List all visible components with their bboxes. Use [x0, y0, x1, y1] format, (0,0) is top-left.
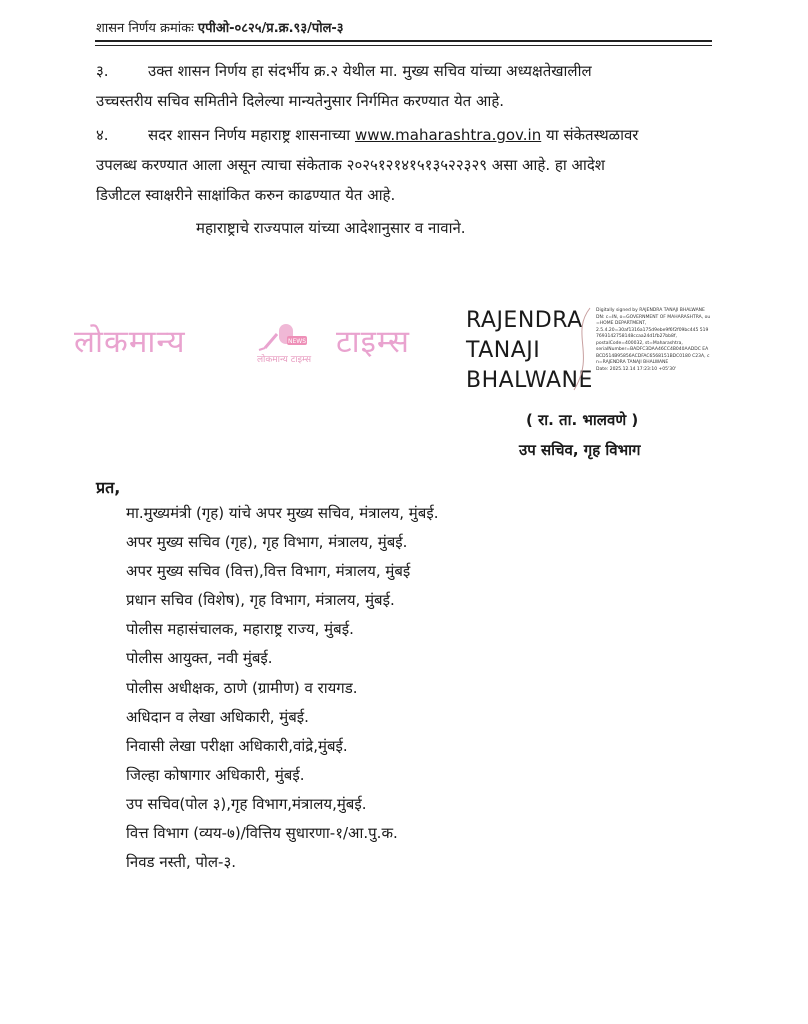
signature-stroke-icon — [560, 304, 600, 394]
microphone-icon — [257, 320, 311, 354]
header-rule-thin — [95, 45, 712, 46]
header-rule-thick — [95, 40, 712, 42]
list-item: अपर मुख्य सचिव (गृह), गृह विभाग, मंत्रालय, मुंबई. — [126, 533, 408, 552]
signatory-designation: उप सचिव, गृह विभाग — [519, 441, 641, 459]
digital-signature-line: 2.5.4.20=30af1316a175d9ebe9f6f2f09bc445 5197693142758148ccaa24d1fb27bb8f, — [596, 327, 709, 339]
digital-signature-details — [596, 308, 711, 373]
paragraph-line: उक्त शासन निर्णय हा संदर्भीय क्र.२ येथील मा. मुख्य सचिव यांच्या अध्यक्षतेखालील — [148, 62, 592, 80]
svg-text:NEWS: NEWS — [287, 338, 307, 345]
signatory-name-line: RAJENDRA — [466, 308, 583, 333]
digital-signature-line: Digitally signed by RAJENDRA TANAJI BHALWANE — [596, 308, 705, 313]
copy-to-list — [126, 499, 438, 877]
paragraph-text: या संकेतस्थळावर — [546, 126, 639, 144]
list-item: उप सचिव(पोल ३),गृह विभाग,मंत्रालय,मुंबई. — [126, 794, 367, 813]
list-item: प्रधान सचिव (विशेष), गृह विभाग, मंत्रालय, मुंबई. — [126, 591, 395, 610]
digital-signature-line: postalCode=400032, st=Maharashtra, — [596, 340, 683, 346]
watermark-text-right: टाइम्स — [336, 324, 410, 360]
governor-order-line: महाराष्ट्राचे राज्यपाल यांच्या आदेशानुसार व नावाने. — [196, 219, 466, 237]
watermark-text-left: लोकमान्य — [74, 324, 186, 360]
watermark-logo — [239, 320, 329, 370]
signatory-name-line: BHALWANE — [466, 368, 593, 393]
paragraph-line: उच्चस्तरीय सचिव समितीने दिलेल्या मान्यतेनुसार निर्गमित करण्यात येत आहे. — [96, 92, 505, 110]
digital-signature-line: serialNumber=BADFC3DAA46CC4B040AADDC EABCD514B95856ACDFAC6568151BDC0180 C23A, cn=RAJENDRA TANAJI BHALWANE — [596, 347, 710, 365]
paragraph-line: उपलब्ध करण्यात आला असून त्याचा संकेताक २०२५१२१४१५१३५२२३२९ असा आहे. हा आदेश — [96, 156, 606, 174]
list-item: वित्त विभाग (व्यय-७)/वित्तिय सुधारणा-१/आ.पु.क. — [126, 824, 398, 843]
list-item: अपर मुख्य सचिव (वित्त),वित्त विभाग, मंत्रालय, मुंबई — [126, 562, 411, 581]
watermark — [74, 320, 444, 370]
list-item: पोलीस आयुक्त, नवी मुंबई. — [126, 649, 273, 668]
header-prefix: शासन निर्णय क्रमांकः — [96, 21, 194, 36]
list-item: पोलीस अधीक्षक, ठाणे (ग्रामीण) व रायगड. — [126, 678, 358, 697]
digital-signature-line: Date: 2025.12.14 17:23:10 +05'30' — [596, 366, 677, 372]
list-item: पोलीस महासंचालक, महाराष्ट्र राज्य, मुंबई. — [126, 620, 354, 639]
copy-to-heading: प्रत, — [96, 478, 121, 497]
paragraph-4 — [96, 120, 716, 210]
paragraph-number: ४. — [96, 126, 109, 144]
list-item: अधिदान व लेखा अधिकारी, मुंबई. — [126, 707, 309, 726]
signatory-initials: ( रा. ता. भालवणे ) — [526, 411, 639, 429]
list-item: मा.मुख्यमंत्री (गृह) यांचे अपर मुख्य सचिव, मंत्रालय, मुंबई. — [126, 504, 439, 522]
list-item: निवड नस्ती, पोल-३. — [126, 853, 237, 872]
gr-number: एपीओ-०८२५/प्र.क्र.९३/पोल-३ — [197, 21, 344, 36]
list-item: जिल्हा कोषागार अधिकारी, मुंबई. — [126, 765, 305, 784]
paragraph-number: ३. — [96, 62, 109, 80]
digital-signature-line: DN: c=IN, o=GOVERNMENT OF MAHARASHTRA, ou=HOME DEPARTMENT, — [596, 314, 711, 326]
page-header — [96, 18, 344, 36]
paragraph-3 — [96, 56, 716, 116]
list-item: निवासी लेखा परीक्षा अधिकारी,वांद्रे,मुंबई. — [126, 736, 348, 755]
watermark-logo-text: लोकमान्य टाइम्स — [256, 355, 312, 365]
paragraph-line: डिजीटल स्वाक्षरीने साक्षांकित करुन काढण्यात येत आहे. — [96, 186, 396, 204]
website-link[interactable]: www.maharashtra.gov.in — [354, 126, 542, 144]
paragraph-text: सदर शासन निर्णय महाराष्ट्र शासनाच्या — [148, 126, 351, 144]
signatory-name-line: TANAJI — [466, 338, 541, 363]
